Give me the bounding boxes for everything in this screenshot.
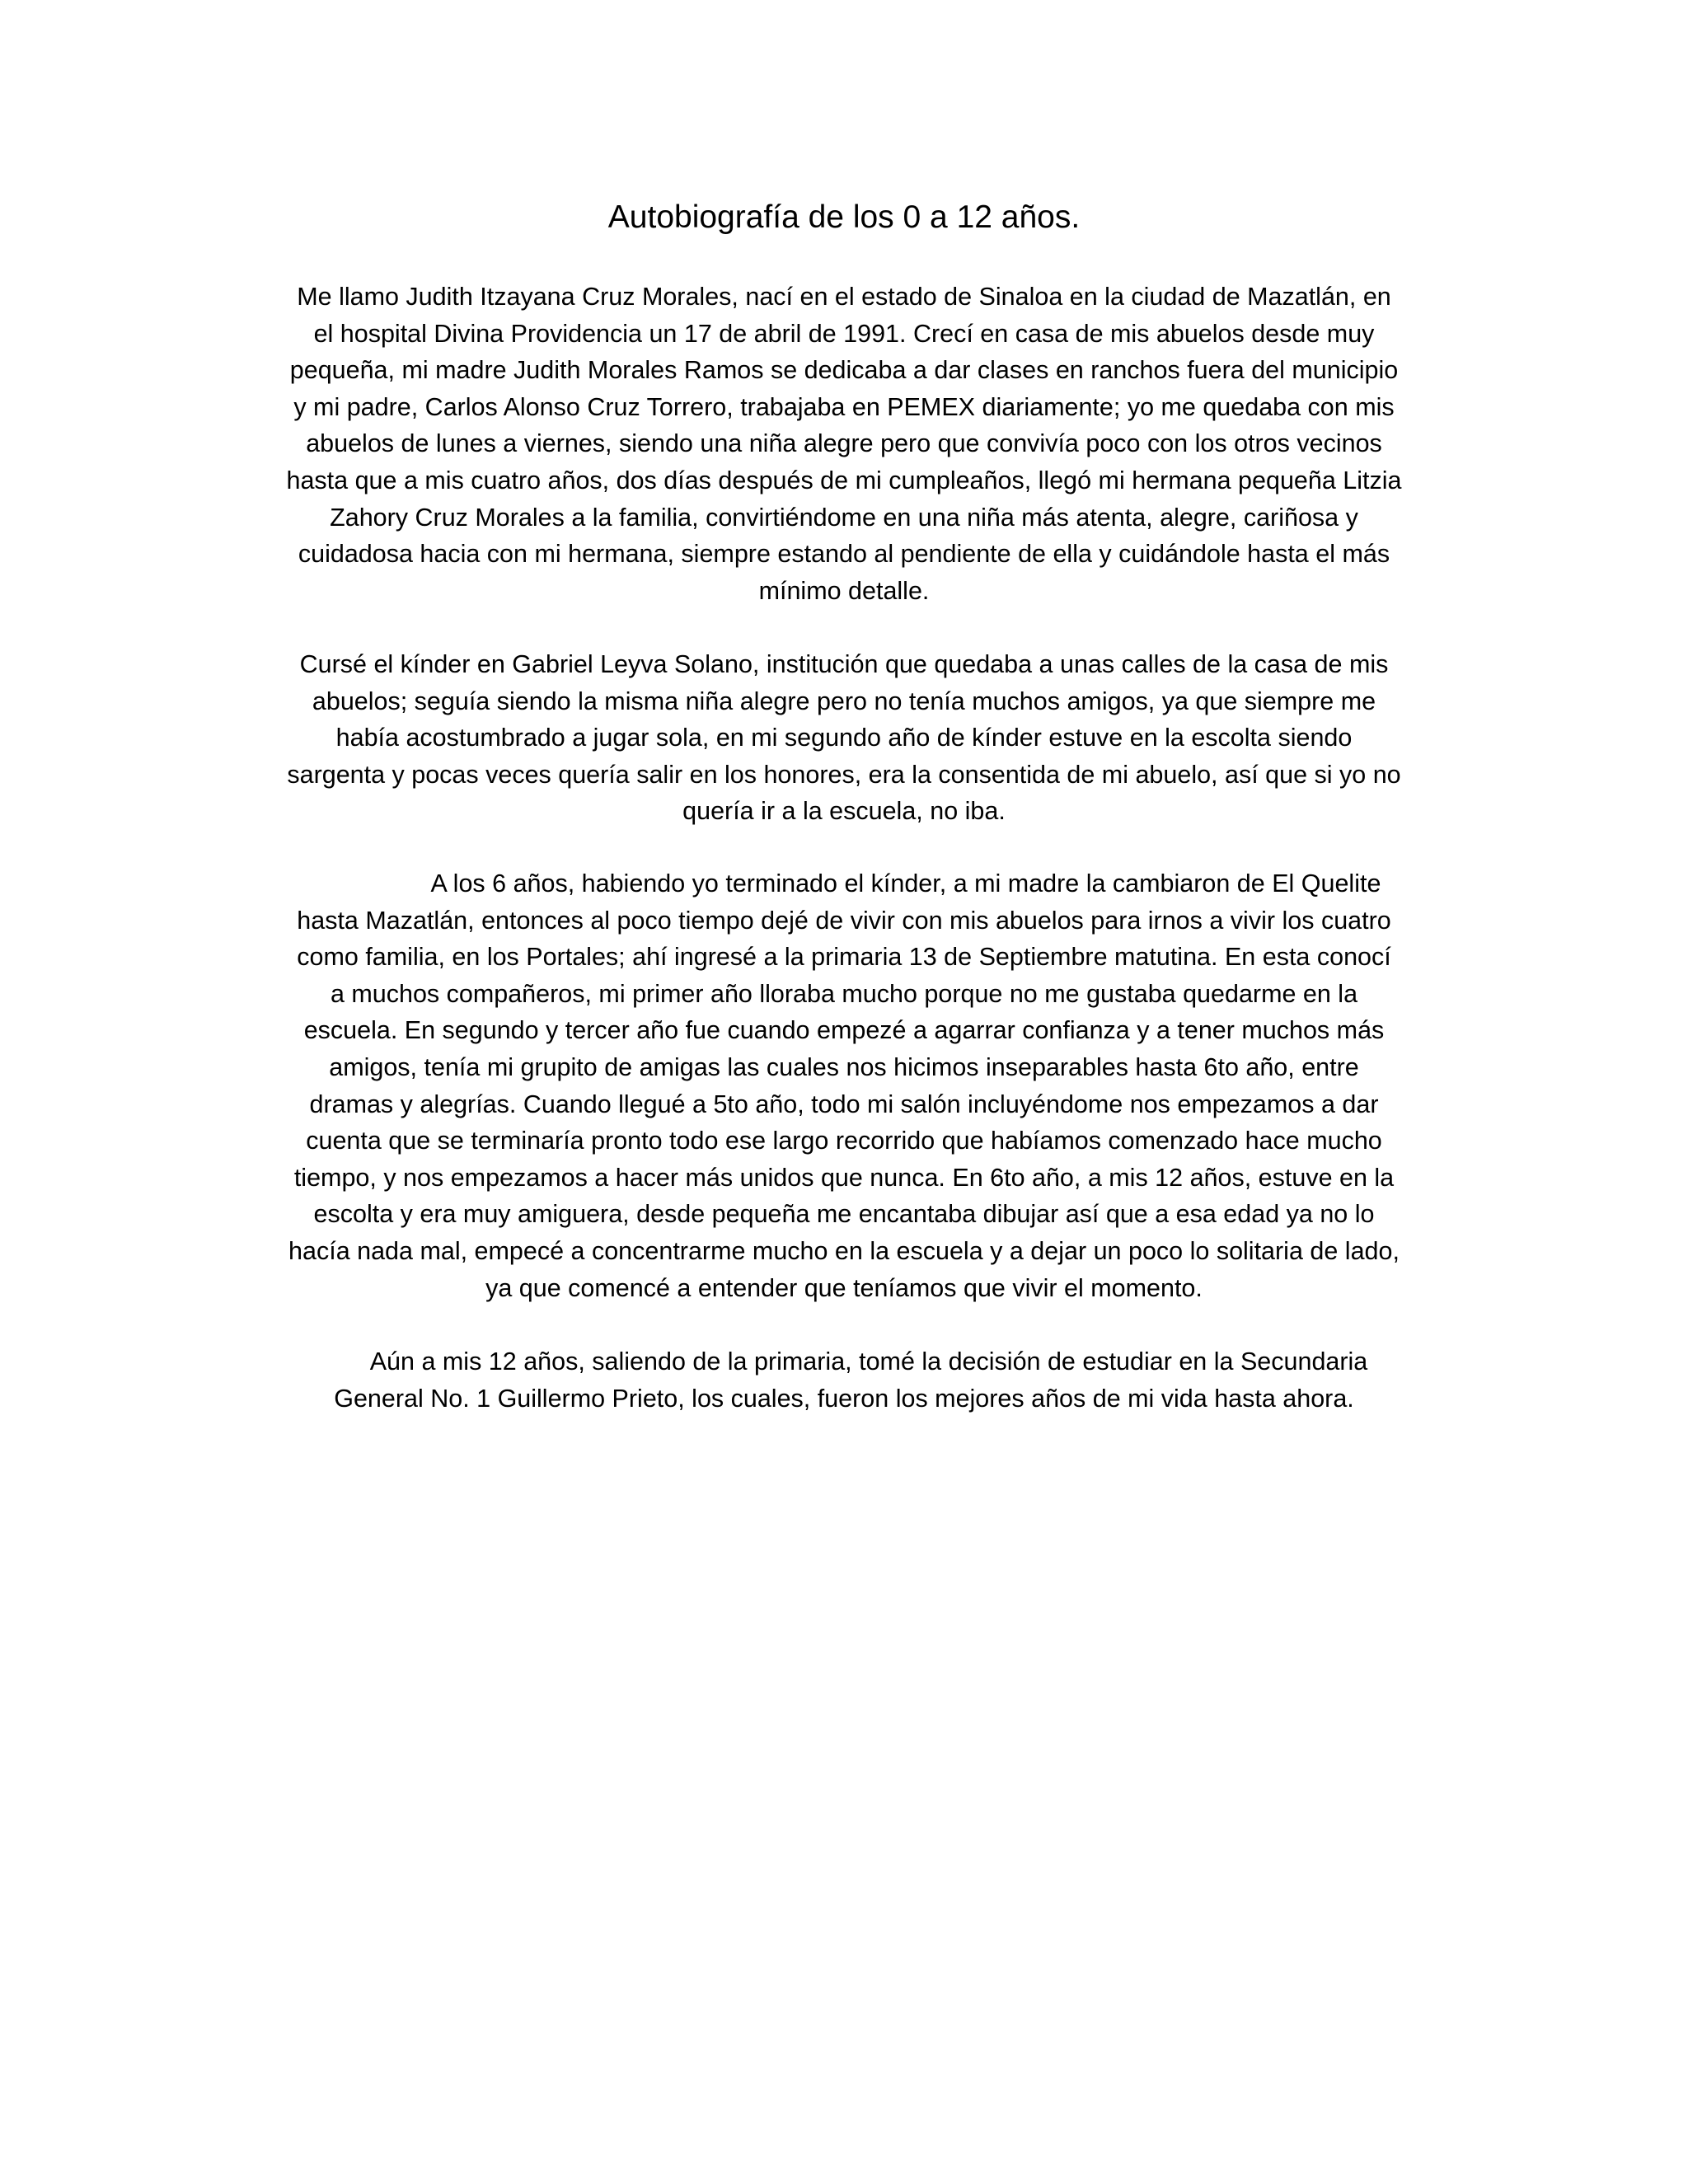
paragraph-line: abuelos; seguía siendo la misma niña alegre pero no tenía muchos amigos, ya que siempre me: [312, 687, 1376, 715]
paragraph-line: cuidadosa hacia con mi hermana, siempre estando al pendiente de ella y cuidándole hasta el más: [298, 540, 1390, 569]
paragraph-line: ya que comencé a entender que teníamos que vivir el momento.: [485, 1273, 1203, 1302]
paragraph-line: cuenta que se terminaría pronto todo ese largo recorrido que habíamos comenzado hace mucho: [306, 1127, 1382, 1155]
paragraph-line: el hospital Divina Providencia un 17 de abril de 1991. Crecí en casa de mis abuelos desde muy: [313, 319, 1375, 348]
paragraph-line: Zahory Cruz Morales a la familia, convirtiéndome en una niña más atenta, alegre, cariñosa y: [330, 503, 1358, 532]
document-title: Autobiografía de los 0 a 12 años.: [607, 199, 1081, 235]
paragraph-line: abuelos de lunes a viernes, siendo una niña alegre pero que convivía poco con los otros vecinos: [306, 429, 1382, 458]
paragraph-line: General No. 1 Guillermo Prieto, los cuales, fueron los mejores años de mi vida hasta ahora.: [334, 1384, 1354, 1413]
paragraph-line: tiempo, y nos empezamos a hacer más unidos que nunca. En 6to año, a mis 12 años, estuve en la: [293, 1163, 1395, 1192]
paragraph-4: [236, 1343, 1452, 1417]
paragraph-line: Aún a mis 12 años, saliendo de la primaria, tomé la decisión de estudiar en la Secundaria: [369, 1347, 1368, 1376]
paragraph-line: había acostumbrado a jugar sola, en mi segundo año de kínder estuve en la escolta siendo: [335, 724, 1353, 752]
paragraph-line: A los 6 años, habiendo yo terminado el kínder, a mi madre la cambiaron de El Quelite: [430, 869, 1381, 898]
paragraph-line: hasta que a mis cuatro años, dos días después de mi cumpleaños, llegó mi hermana pequeña Litzia: [286, 466, 1402, 494]
paragraph-line: hacía nada mal, empecé a concentrarme mucho en la escuela y a dejar un poco lo solitaria de lado,: [288, 1236, 1400, 1265]
paragraph-1: [236, 279, 1452, 609]
paragraph-line: amigos, tenía mi grupito de amigas las cuales nos hicimos inseparables hasta 6to año, entre: [329, 1052, 1359, 1081]
paragraph-3: [236, 865, 1452, 1306]
paragraph-line: y mi padre, Carlos Alonso Cruz Torrero, trabajaba en PEMEX diariamente; yo me quedaba con mis: [293, 392, 1395, 421]
paragraph-line: escolta y era muy amiguera, desde pequeña me encantaba dibujar así que a esa edad ya no lo: [313, 1200, 1375, 1229]
paragraph-2: [236, 646, 1452, 830]
paragraph-line: mínimo detalle.: [758, 576, 930, 605]
paragraph-line: a muchos compañeros, mi primer año lloraba mucho porque no me gustaba quedarme en la: [330, 979, 1358, 1008]
paragraph-line: dramas y alegrías. Cuando llegué a 5to año, todo mi salón incluyéndome nos empezamos a dar: [309, 1090, 1379, 1118]
paragraph-line: escuela. En segundo y tercer año fue cuando empezé a agarrar confianza y a tener muchos más: [303, 1016, 1385, 1045]
paragraph-line: pequeña, mi madre Judith Morales Ramos se dedicaba a dar clases en ranchos fuera del municipio: [289, 356, 1399, 385]
paragraph-line: quería ir a la escuela, no iba.: [682, 797, 1006, 826]
paragraph-line: como familia, en los Portales; ahí ingresé a la primaria 13 de Septiembre matutina. En esta conocí: [297, 943, 1391, 972]
paragraph-line: hasta Mazatlán, entonces al poco tiempo dejé de vivir con mis abuelos para irnos a vivir los cuatro: [297, 906, 1391, 935]
paragraph-line: Cursé el kínder en Gabriel Leyva Solano, institución que quedaba a unas calles de la casa de mis: [299, 650, 1389, 678]
paragraph-line: Me llamo Judith Itzayana Cruz Morales, nací en el estado de Sinaloa en la ciudad de Mazatlán, en: [297, 283, 1391, 311]
paragraph-line: sargenta y pocas veces quería salir en los honores, era la consentida de mi abuelo, así que si yo no: [287, 760, 1401, 789]
